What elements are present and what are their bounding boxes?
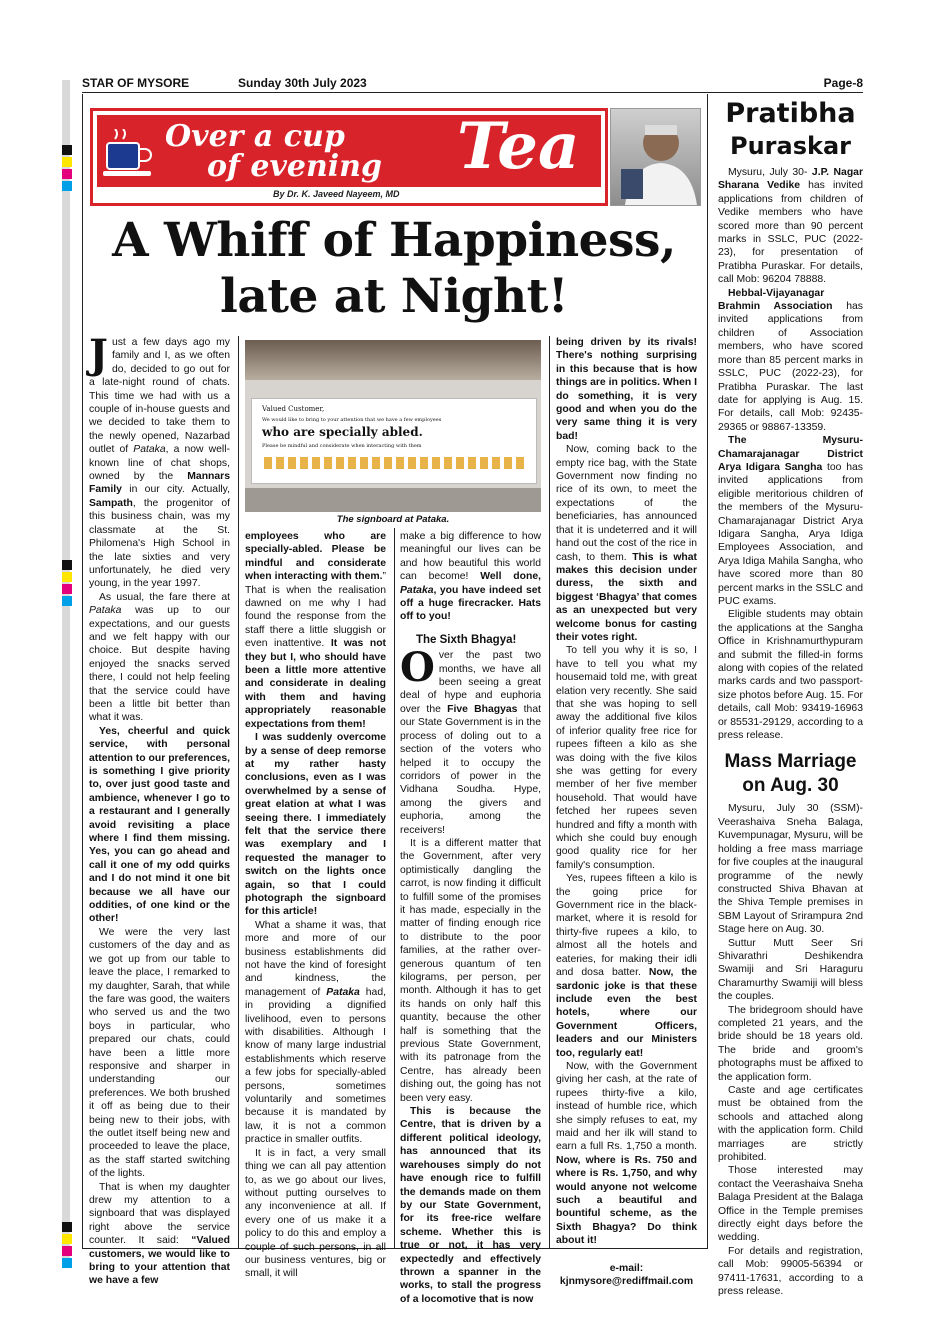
sidebar-title-mass-marriage: Mass Marriage bbox=[724, 751, 857, 773]
registration-mark bbox=[62, 157, 72, 167]
page-number: Page-8 bbox=[823, 76, 863, 90]
registration-mark bbox=[62, 169, 72, 179]
article-column-2: employees who are specially-abled. Please be mindful and considerate when interacting with them.” That is when the realisation dawned on me why I had found the response from the staff there a little sluggish or even inattentive. It was not they but I, who should have been a little more attentive and considerate in dealing with them and having appropriately reasonable expectations from them! I was suddenly overcome by a sense of deep remorse at my rather hasty conclusions, even as I was overwhelmed by a sense of great elation at what I was seeing there. I immediately felt that the service there was exemplary and I requested the manager to switch on the lights once again, so that I could photograph the signboard for this article! What a shame it was, that more and more of our business establishments did not have the kind of foresight and kindness, the management of Pataka had, in providing a dignified livelihood, even to persons with disabilities. Although I know of many large industrial establishments which reserve a few jobs for specially-abled persons, sometimes voluntarily and sometimes because it is mandated by law, it is not a common practice in smaller outfits. It is in fact, a very small thing we can all pay attention to, as we go about our lives, without putting ourselves to any inconvenience at all. If every one of us make it a policy to do this and employ a couple of such persons, in all our business ventures, big or small, it will bbox=[245, 531, 387, 1280]
signboard-photo bbox=[245, 340, 541, 512]
article-headline bbox=[85, 213, 703, 325]
headline-line2: late at Night! bbox=[219, 269, 568, 324]
signboard bbox=[251, 398, 537, 484]
paper-name: STAR OF MYSORE bbox=[82, 76, 190, 90]
author-email[interactable]: kjnmysore@rediffmail.com bbox=[559, 1276, 694, 1288]
page-header bbox=[82, 76, 863, 93]
banner-red-panel bbox=[97, 109, 601, 187]
signboard-line2: Please be mindful and considerate when interacting with them bbox=[262, 443, 422, 449]
article-border bbox=[82, 94, 83, 1248]
column-divider bbox=[394, 528, 395, 1248]
photo-shelf bbox=[245, 340, 541, 380]
column-divider bbox=[238, 336, 239, 1248]
signboard-greeting: Valued Customer, bbox=[262, 405, 325, 413]
registration-mark bbox=[62, 596, 72, 606]
article-column-1: Just a few days ago my family and I, as we often do, decided to go out for a late-night round of chats. This time we had with us a couple of in-house guests and we decided to take them to the newly opened, Nazarbad outlet of Pataka, a now well-known line of chat shops, owned by the Mannars Family in our city. Actually, Sampath, the progenitor of this business chain, was my classmate at the St. Philomena's High School in the late sixties and very unfortunately, he died very young, in the year 1997. As usual, the fare there at Pataka was up to our expectations, and our guests and we felt happy with our choice. But despite having enjoyed the snacks served there, I could not help feeling that the service could have been a little bit better than what it was. Yes, cheerful and quick service, with personal attention to our preferences, is something I give priority to, over just good taste and ambience, whenever I go to a restaurant and I generally avoid revisiting a place where I find them missing. Yes, you can go ahead and call it one of my odd quirks and I do not mind it one bit because we all have our oddities, of one kind or the other! We were the very last customers of the day and as we got up from our table to leave the place, I remarked to my daughter, Sarah, that while the fare was good, the waiters who served us and the two boys in particular, who prepared our chats, could have been a little more responsive and sharper in understanding our preferences. We both brushed it off as being due to their being new to their jobs, with the outlet itself being new and proceeded to leave the place, as the staff started switching of the lights. That is when my daughter drew my attention to a signboard that was displayed right above the service counter. It said: “Valued customers, we would like to bring to your attention that we have a few bbox=[89, 331, 231, 1287]
subhead-sixth-bhagya: The Sixth Bhagya! bbox=[416, 633, 517, 646]
registration-mark bbox=[62, 1258, 72, 1268]
sidebar-title-pratibha: Pratibha bbox=[725, 98, 856, 129]
registration-mark bbox=[62, 572, 72, 582]
signboard-headline: who are specially abled. bbox=[262, 425, 423, 439]
banner-title-line2: of evening bbox=[207, 149, 382, 184]
registration-mark bbox=[62, 1246, 72, 1256]
banner-title-tea: Tea bbox=[457, 109, 580, 184]
banner-title-line1: Over a cup bbox=[165, 119, 345, 154]
registration-mark bbox=[62, 145, 72, 155]
registration-mark bbox=[62, 1234, 72, 1244]
sidebar-briefs: Pratibha Puraskar Mysuru, July 30- J.P. Nagar Sharana Vedike has invited applications from children of Vedike members who have scored more than 90 percent marks in SSLC, PUC (2022-23), for presentation of Pratibha Puraskar. For details, call Mob: 96204 78888. Hebbal-Vijayanagar Brahmin Association has invited applications from children of Association members, who have scored more than 85 percent marks in SSLC, PUC (2022-23), for Pratibha Puraskar. The last date for applying is Aug. 15. For details, call Mob: 92435-29365 or 98867-13359. The Mysuru-Chamarajanagar District Arya Idigara Sangha too has invited applications from eligible meritorious children of the members of the Mysuru-Chamarajanagar District Arya Idigara Sangha, Arya Idiga Employees Association, and Arya Idiga Mahila Sangha, who have scored more than 80 percent marks in the SSLC and PUC exams. Eligible students may obtain the applications at the Sangha Office in Krishnamurthypuram and submit the filled-in forms along with copies of the related marks cards and two passport-size photos before Aug. 15. For details, call Mob: 93419-16963 or 85531-29129, according to a press release. Mass Marriage on Aug. 30 Mysuru, July 30 (SSM)- Veerashaiva Sneha Balaga, Kuvempunagar, Mysuru, will be holding a free mass marriage for five couples at the inaugural programme of the newly constructed Shiva Bhavan at the Shiva Temple premises in SBM Layout of Srirampura 2nd Stage here on Aug. 30. Suttur Mutt Seer Sri Shivarathri Deshikendra Swamiji and Sri Haraguru Charamurthy Swamiji will bless the couples. The bridegroom should have completed 21 years, and the bride should be 18 years old. The bride and groom's photographs must be affixed to the application form. Caste and age certificates must be obtained from the schools and attached along with the application form. Child marriages are strictly prohibited. Those interested may contact the Veerashaiva Sneha Balaga President at the Balaga Office in the Temple premises directly eight days before the wedding. For details and registration, call Mob: 99005-56394 or 97411-17631, according to a press release. bbox=[718, 98, 864, 1298]
article-column-3: make a big difference to how meaningful our lives can be and how beautiful this world can become! Well done, Pataka, you have indeed set off a huge firecracker. Hats off to you! The Sixth Bhagya! Over the past two months, we have all been seeing a great deal of hype and euphoria over the Five Bhagyas that our State Government is in the process of doling out to a section of the voters who helped it to occupy the corridors of power in the Vidhana Soudha. Hype, among the givers and euphoria, among the receivers! It is a different matter that the Government, after very optimistically dangling the carrot, is now finding it difficult to fulfill some of the promises it has made, especially in the matter of finding enough rice to distribute to the poor families, at the rather over-generous quantum of ten kilograms, per person, per month. Although it has to get its hands on only half this quantity, because the other half is something that the previous State Government, with its patronage from the Centre, has already been dishing out, the going has not been very easy. This is because the Centre, that is driven by a different political ideology, has announced that its warehouses simply do not have enough rice to fulfill the demands made on them by our State Government, for its free-rice welfare scheme. Whether this is true or not, it has very expectedly and effectively thrown a spanner in the works, to stall the progress of a locomotive that is now bbox=[400, 531, 541, 1305]
registration-mark bbox=[62, 560, 72, 570]
sidebar-title-puraskar: Puraskar bbox=[730, 132, 851, 160]
article-border bbox=[707, 94, 708, 1248]
author-portrait-icon bbox=[611, 109, 700, 205]
issue-date: Sunday 30th July 2023 bbox=[238, 76, 367, 90]
drop-cap: O bbox=[400, 644, 435, 692]
article-column-4: being driven by its rivals! There's nothing surprising in this because that is how things are in politics. When I do something, it is very good and when you do the very same thing it is very bad! Now, coming back to the empty rice bag, with the State Government now finding no rice of its own, to meet the expectations of the beneficiaries, has announced that it is undeterred and it will hand out the cost of the rice in cash, to them. This is what makes this decision under duress, the sixth and biggest ‘Bhagya’ that comes as an unexpected but very welcome bonus for casting their votes right. To tell you why it is so, I have to tell you what my housemaid told me, with great elation very recently. She said that she was hoping to sell away the additional five kilos of inferior quality free rice for rupees fifteen a kilo as she was doing with the five kilos she was getting for every member of her five member household. That would have fetched her rupees seven hundred and fifty a month with which she could buy enough good quality rice for her family's consumption. Yes, rupees fifteen a kilo is the going price for Government rice in the black-market, where it is resold for thirty-five rupees a kilo, to almost all the hotels and eateries, for making their idli and dosa batter. Now, the sardonic joke is that these include even the best hotels, where our Government Officers, leaders and our Ministers too, regularly eat! Now, with the Government giving her cash, at the rate of rupees thirty-five a kilo, instead of humble rice, which she simply refuses to eat, my maid and her ilk will stand to earn a full Rs. 1,750 a month. Now, where is Rs. 750 and where is Rs. 1,750, and why would anyone not welcome such a beautiful and bountiful scheme, as the Sixth Bhagya? Do think about it! e-mail: kjnmysore@rediffmail.com bbox=[556, 337, 698, 1288]
column-divider bbox=[549, 336, 550, 1248]
author-photo bbox=[610, 108, 701, 206]
print-margin-bar bbox=[62, 80, 70, 1260]
column-banner bbox=[90, 108, 608, 206]
registration-mark bbox=[62, 584, 72, 594]
drop-cap: J bbox=[89, 331, 108, 378]
headline-line1: A Whiff of Happiness, bbox=[112, 213, 676, 268]
photo-caption: The signboard at Pataka. bbox=[336, 514, 450, 525]
photo-counter bbox=[245, 488, 541, 512]
signboard-figures bbox=[264, 457, 524, 469]
registration-mark bbox=[62, 1222, 72, 1232]
email-label: e-mail: bbox=[609, 1262, 644, 1274]
sidebar-title-date: on Aug. 30 bbox=[742, 775, 839, 797]
registration-mark bbox=[62, 181, 72, 191]
signboard-line1: We would like to bring to your attention that we have a few employees bbox=[262, 417, 442, 423]
author-byline: By Dr. K. Javeed Nayeem, MD bbox=[273, 189, 400, 199]
teacup-icon bbox=[103, 129, 159, 183]
